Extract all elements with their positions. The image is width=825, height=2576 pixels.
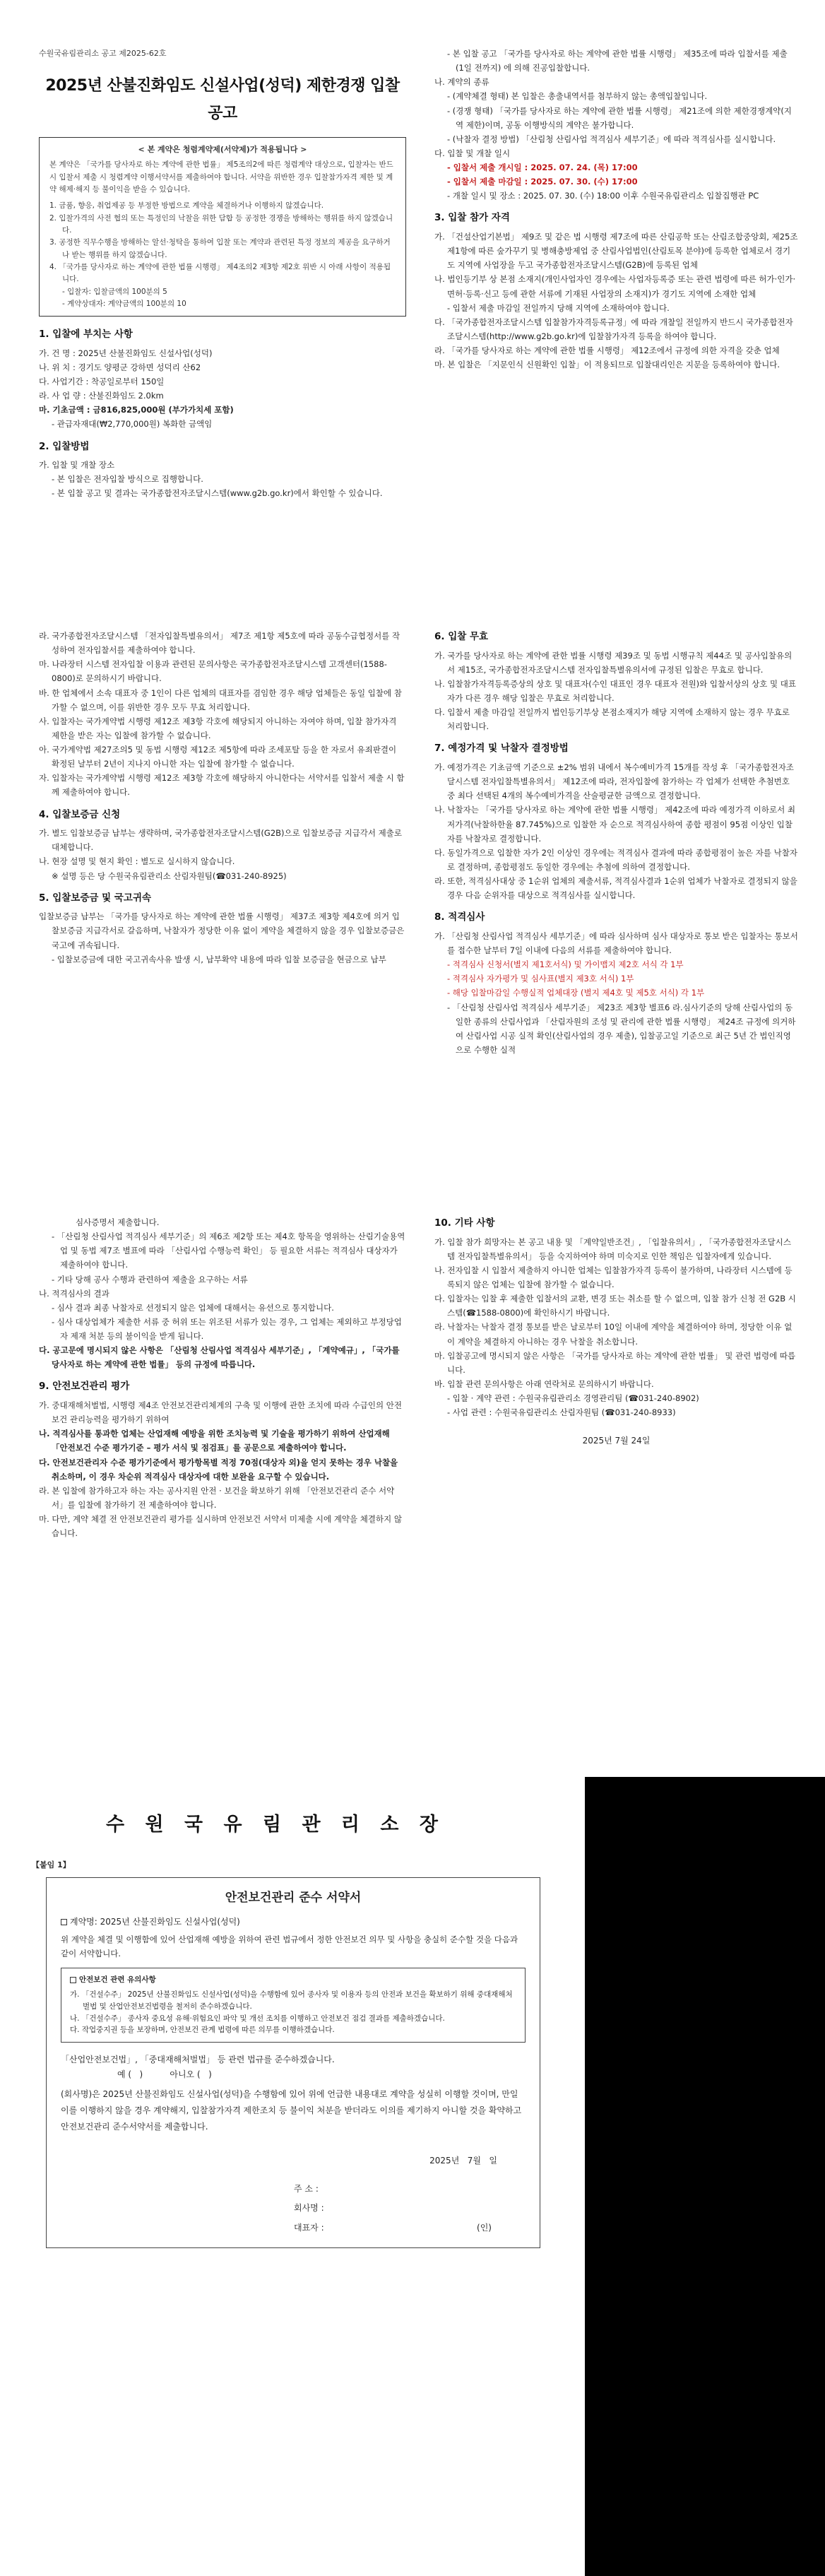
left-item: 아. 국가계약법 제27조의5 및 동법 시행령 제12조 제5항에 따라 조세포탈 등을 한 자로서 유죄판결이 확정된 날부터 2년이 지나지 아니한 자는 입찰에 참가할 수 없습니다. xyxy=(39,745,397,769)
base-price: 마. 기초금액 : 금816,825,000원 (부가가치세 포함) xyxy=(39,405,234,415)
section-5-item: 입찰보증금 납부는 「국가를 당사자로 하는 계약에 관한 법률 시행령」 제37조 제3항 제4호에 의거 입찰보증금 지급각서로 갈음하며, 낙찰자가 정당한 이유 없이 계약을 체결하지 않을 경우 입찰보증금은 국고에 귀속됩니다. xyxy=(39,911,405,950)
section-heading-2: 2. 입찰방법 xyxy=(39,440,90,452)
section-10-item: 가. 입찰 참가 희망자는 본 공고 내용 및 「계약일반조건」, 「입찰유의서」, 「국가종합전자조달시스템 전자입찰특별유의서」 등을 숙지하여야 하며 미숙지로 인한 책임은 입찰자에게 있습니다. xyxy=(434,1236,791,1261)
section-8-sub-item: - 적격심사 신청서(별지 제1호서식) 및 가이맵지 제2호 서식 각 1부 xyxy=(447,959,684,970)
contract-name: 계약명: 2025년 산불진화임도 신설사업(성덕) xyxy=(70,1917,240,1927)
safety-note-item: 다. 작업중지권 등을 보장하며, 안전보건 관계 법령에 따른 의무를 이행하겠습니다. xyxy=(70,2026,335,2035)
section-3-item: 다. 「국가종합전자조달시스템 입찰참가자격등록규정」에 따라 개찰일 전일까지 반드시 국가종합전자조달시스템(http://www.g2b.go.kr)에 입찰참가자격 등록을 하여야 합니다. xyxy=(434,317,793,341)
section-4-item: 가. 별도 입찰보증금 납부는 생략하며, 국가종합전자조달시스템(G2B)으로 입찰보증금 지급각서 제출로 대체합니다. xyxy=(39,828,403,853)
page-1 xyxy=(0,0,825,579)
section-4-item: 나. 현장 설명 및 현지 확인 : 별도로 실시하지 않습니다. xyxy=(39,856,235,867)
left-item: 바. 한 업체에서 소속 대표자 중 1인이 다른 업체의 대표자를 겸임한 경우 해당 업체들은 동일 입찰에 참가할 수 없으며, 이를 위반한 경우 모두 무효 처리합니다. xyxy=(39,687,402,712)
page-3 xyxy=(0,1201,825,1780)
pledge-form xyxy=(32,1858,569,2248)
safety-note-item: 나. 「건설수주」 종사자 중요성 유해·위험요인 파악 및 개선 조치를 이행하고 안전보건 점검 결과를 제출하겠습니다. xyxy=(70,2014,445,2023)
contact-line: - 사업 관련 : 수원국유림관리소 산림자원팀 (☎031-240-8933) xyxy=(447,1407,676,1418)
page1-left-column xyxy=(39,47,406,501)
page3-left-column xyxy=(39,1215,406,1540)
section-7-item: 다. 동일가격으로 입찰한 자가 2인 이상인 경우에는 적격심사 결과에 따라 종합평점이 높은 자를 낙찰자로 결정하며, 종합평점도 동일한 경우에는 추첨에 의하여 결정합니다. xyxy=(434,847,797,872)
section-7-item: 라. 또한, 적격심사대상 중 1순위 업체의 제출서류, 적격심사결과 1순위 업체가 낙찰자로 결정되지 않을 경우 다음 순위자를 대상으로 적격심사를 실시합니다. xyxy=(434,876,797,901)
section-6-item: 가. 국가를 당사자로 하는 계약에 관한 법률 시행령 제39조 및 동법 시행규칙 제44조 및 공사입찰유의서 제15조, 국가종합전자조달시스템 전자입찰특별유의서에 규정된 입찰은 무효로 합니다. xyxy=(434,650,793,675)
left-item: 마. 나라장터 시스템 전자입찰 이용과 관련된 문의사항은 국가종합전자조달시스템 고객센터(1588-0800)로 문의하시기 바랍니다. xyxy=(39,659,387,684)
sign-representative-row xyxy=(294,2218,492,2238)
section-heading-3: 3. 입찰 참가 자격 xyxy=(434,212,510,224)
bid-open-date: - 입찰서 제출 개시일 : 2025. 07. 24. (목) 17:00 xyxy=(447,163,638,172)
left-sub-item: - 심사 대상업체가 제출한 서류 중 허위 또는 위조된 서류가 있는 경우, 그 업체는 제외하고 부정당업자 제재 처분 등의 불이익을 받게 됩니다. xyxy=(52,1316,402,1341)
page3-right-column xyxy=(434,1215,798,1448)
notice-item: 3. 공정한 직무수행을 방해하는 알선·청탁을 통하여 입찰 또는 계약과 관련된 특정 정보의 제공을 요구하거나 받는 행위를 하지 않겠습니다. xyxy=(49,238,391,259)
pledge-date: 2025년 7월 일 xyxy=(429,2155,497,2166)
integrity-notice-box xyxy=(39,137,406,317)
notice-item: 1. 금품, 향응, 취업제공 등 부정한 방법으로 계약을 체결하거나 이행하지 않겠습니다. xyxy=(49,201,324,211)
attachment-label: 【붙임 1】 xyxy=(32,1860,71,1869)
notice-body: 본 계약은 「국가를 당사자로 하는 계약에 관한 법률」 제5조의2에 따른 청렴계약 대상으로, 입찰자는 반드시 입찰서 제출 시 청렴계약 이행서약서를 제출하여야 합니다. 서약을 위반한 경우 입찰참가자격 제한 및 계약 해제·해지 등 불이익을 받을 수 있습니다. xyxy=(49,160,393,194)
contract-name-row xyxy=(61,1915,526,1930)
right-item: 다. 입찰 및 개찰 일시 xyxy=(434,148,511,158)
section-heading-7: 7. 예정가격 및 낙찰자 결정방법 xyxy=(434,743,569,755)
safety-note-item: 가. 「건설수주」 2025년 산불진화임도 신설사업(성덕)을 수행함에 있어 종사자 및 이용자 등의 안전과 보건을 확보하기 위해 중대재해처벌법 및 산업안전보건법령을 철저히 준수하겠습니다. xyxy=(70,1990,513,2011)
pledge-title: 안전보건관리 준수 서약서 xyxy=(225,1891,362,1906)
notice-item: 2. 입찰가격의 사전 협의 또는 특정인의 낙찰을 위한 담합 등 공정한 경쟁을 방해하는 행위를 하지 않겠습니다. xyxy=(49,213,393,235)
section-8-item: 가. 「산림청 산림사업 적격심사 세부기준」에 따라 심사하며 심사 대상자로 통보 받은 입찰자는 통보서를 접수한 날부터 7일 이내에 다음의 서류를 제출하여야 합니다. xyxy=(434,930,798,955)
section-9-item: 나. 적격심사를 통과한 업체는 산업재해 예방을 위한 조치능력 및 기술을 평가하기 위하여 산업재해 「안전보건 수준 평가기준 – 평가 서식 및 점검표」를 공문으로 제출하여야 합니다. xyxy=(39,1429,390,1453)
safety-notes-box xyxy=(61,1968,526,2043)
right-item: - (계약체결 형태) 본 입찰은 총출내역서를 첨부하지 않는 총액입찰입니다. xyxy=(447,91,708,102)
section-8-sub-item: - 「산림청 산림사업 적격심사 세부기준」 제23조 제3항 별표6 라.심사기준의 당해 산림사업의 동일한 종류의 산림사업과 「산림자원의 조성 및 관리에 관한 법률 시행령」 제24조 규정에 의거하여 산림사업 시공 실적 확인(산림사업의 경우 제출), 입찰공고일 기준으로 최근 5년 간 법인직영으로 수행한 실적 xyxy=(447,1002,796,1055)
page2-right-column xyxy=(434,629,798,1057)
section-heading-1: 1. 입찰에 부치는 사항 xyxy=(39,329,133,341)
left-item: 나. 적격심사의 결과 xyxy=(39,1288,109,1299)
left-item: 사. 입찰자는 국가계약법 시행령 제12조 제3항 각호에 해당되지 아니하는 자여야 하며, 입찰 참가자격 제한을 받은 자는 입찰에 참가할 수 없습니다. xyxy=(39,716,397,740)
document-number: 수원국유림관리소 공고 제2025-62호 xyxy=(39,49,167,58)
section-9-item: 라. 본 입찰에 참가하고자 하는 자는 공사지원 안전 · 보건을 확보하기 위해 「안전보건관리 준수 서약서」를 입찰에 참가하기 전 제출하여야 합니다. xyxy=(39,1485,395,1510)
left-sub-item: - 심사 결과 최종 낙찰자로 선정되지 않은 업체에 대해서는 유선으로 통지합니다. xyxy=(52,1302,334,1313)
sign-company: 회사명 : xyxy=(294,2203,324,2214)
opening-date: - 개찰 일시 및 장소 : 2025. 07. 30. (수) 18:00 이후 수원국유림관리소 입찰집행관 PC xyxy=(447,191,759,201)
section-7-item: 가. 예정가격은 기초금액 기준으로 ±2% 범위 내에서 복수예비가격 15개를 작성 후 「국가종합전자조달시스템 전자입찰특별유의서」 제12조에 따라, 전자입찰에 참가하는 각 업체가 선택한 추첨번호 중 최다 선택된 4개의 복수예비가격을 산술평균한 금액으로 결정합니다. xyxy=(434,762,794,801)
section-10-item: 다. 입찰자는 입찰 후 제출한 입찰서의 교환, 변경 또는 취소를 할 수 없으며, 입찰 참가 신청 전 G2B 시스템(☎1588-0800)에 확인하시기 바랍니다. xyxy=(434,1294,796,1318)
base-price-note: - 관급자재대(₩2,770,000원) 복화한 금액임 xyxy=(52,419,213,430)
announcement-date: 2025년 7월 24일 xyxy=(582,1436,651,1446)
section-3-item: 마. 본 입찰은 「지문인식 신원확인 입찰」이 적용되므로 입찰대리인은 지문을 등록하여야 합니다. xyxy=(434,360,781,370)
section-3-item: 나. 법인등기부 상 본점 소재지(개인사업자인 경우에는 사업자등록증 또는 관련 법령에 따른 허가·인가·면허·등록·신고 등에 관한 서류에 기재된 사업장의 소재지)가 경기도 지역에 소재한 업체 xyxy=(434,274,796,299)
sign-representative: 대표자 : xyxy=(294,2222,324,2233)
right-item: - (낙찰자 결정 방법) 「산림청 산림사업 적격심사 세부기준」에 따라 적격심사를 실시합니다. xyxy=(447,134,776,144)
seal-mark: (인) xyxy=(477,2222,492,2233)
pledge-frame xyxy=(46,1877,540,2248)
sign-address: 주 소 : xyxy=(294,2183,319,2194)
checkbox-icon xyxy=(61,1919,67,1925)
left-item: 다. 공고문에 명시되지 않은 사항은 「산림청 산림사업 적격심사 세부기준」, 「계약예규」, 「국가를 당사자로 하는 계약에 관한 법률」 등의 규정에 따릅니다. xyxy=(39,1345,400,1370)
section-2-sub-item: - 본 입찰은 전자입찰 방식으로 집행합니다. xyxy=(52,474,203,485)
section-heading-8: 8. 적격심사 xyxy=(434,911,485,923)
left-sub-item: - 기타 당해 공사 수행과 관련하여 제출을 요구하는 서류 xyxy=(52,1274,248,1284)
section-7-item: 나. 낙찰자는 「국가를 당사자로 하는 계약에 관한 법률 시행령」 제42조에 따라 예정가격 이하로서 최저가격(낙찰하한율 87.745%)으로 입찰한 자 순으로 적격심사하여 종합 평점이 95점 이상인 입찰자를 낙찰자로 결정합니다. xyxy=(434,805,795,844)
section-heading-6: 6. 입찰 무효 xyxy=(434,631,489,642)
yes-no-options: 예 ( ) 아니오 ( ) xyxy=(117,2069,212,2080)
section-10-item: 바. 입찰 관련 문의사항은 아래 연락처로 문의하시기 바랍니다. xyxy=(434,1378,654,1389)
section-3-sub-item: - 입찰서 제출 마감일 전일까지 당해 지역에 소재하여야 합니다. xyxy=(447,302,670,313)
agency-signature-title: 수 원 국 유 림 관 리 소 장 xyxy=(106,1814,445,1836)
section-heading-5: 5. 입찰보증금 및 국고귀속 xyxy=(39,892,152,904)
left-item: 심사증명서 제출합니다. xyxy=(76,1217,160,1227)
section-1-item: 나. 위 치 : 경기도 양평군 강하면 성덕리 산62 xyxy=(39,362,201,372)
section-9-item: 가. 중대재해처벌법, 시행령 제4조 안전보건관리체계의 구축 및 이행에 관한 조치에 따라 수급인의 안전보건 관리능력을 평가하기 위하여 xyxy=(39,1400,402,1425)
left-item: 자. 입찰자는 국가계약법 시행령 제12조 제3항 각호에 해당하지 아니한다는 서약서를 입찰서 제출 시 함께 제출하여야 합니다. xyxy=(39,773,405,798)
black-margin-block xyxy=(585,1777,825,2576)
checkbox-icon xyxy=(70,1977,76,1983)
notice-heading: < 본 계약은 청렴계약제(서약제)가 적용됩니다 > xyxy=(138,145,307,155)
section-6-item: 나. 입찰참가자격등록증상의 상호 및 대표자(수인 대표인 경우 대표자 전원)와 입찰서상의 상호 및 대표자가 다른 경우 해당 입찰은 무효로 처리합니다. xyxy=(434,678,796,703)
page1-right-column xyxy=(434,47,798,372)
section-9-item: 마. 다만, 계약 체결 전 안전보건관리 평가를 실시하며 안전보건 서약서 미제출 시에 계약을 체결하지 않습니다. xyxy=(39,1514,402,1539)
section-heading-9: 9. 안전보건관리 평가 xyxy=(39,1381,130,1393)
section-10-item: 라. 낙찰자는 낙찰자 결정 통보를 받은 날로부터 10일 이내에 계약을 체결하여야 하며, 정당한 이유 없이 계약을 체결하지 아니하는 경우 낙찰을 취소합니다. xyxy=(434,1322,793,1347)
section-5-sub-item: - 입찰보증금에 대한 국고귀속사유 발생 시, 납부확약 내용에 따라 입찰 보증금을 현금으로 납부 xyxy=(52,954,386,964)
right-item: 나. 계약의 종류 xyxy=(434,77,489,88)
left-sub-item: - 「산림청 산림사업 적격심사 세부기준」의 제6조 제2항 또는 제4호 항목을 영위하는 산림기술용역업 및 동법 제7조 별표에 따라 「산림사업 수행능력 확인」 등 필요한 서류는 적격심사 대상자가 제출하여야 합니다. xyxy=(52,1231,405,1270)
pledge-intro: 위 계약을 체결 및 이행함에 있어 산업재해 예방을 위하여 관련 법규에서 정한 안전보건 의무 및 사항을 충실히 준수할 것을 다음과 같이 서약합니다. xyxy=(61,1934,518,1959)
section-1-item: 다. 사업기간 : 착공일로부터 150일 xyxy=(39,377,165,387)
section-6-item: 다. 입찰서 제출 마감일 전일까지 법인등기부상 본점소재지가 해당 지역에 소재하지 않는 경우 무효로 처리합니다. xyxy=(434,707,790,732)
page-2 xyxy=(0,615,825,1180)
section-9-item: 다. 안전보건관리자 수준 평가기준에서 평가항목별 적정 70점(대상자 외)을 얻지 못하는 경우 낙찰을 취소하며, 이 경우 차순위 적격심사 대상자에 대한 보완을 요구할 수 있습니다. xyxy=(39,1457,398,1482)
section-8-sub-item: - 해당 입찰마감일 수행실적 업체대장 (별지 제4호 및 제5호 서식) 각 1부 xyxy=(447,988,705,998)
left-item: 라. 국가종합전자조달시스템 「전자입찰특별유의서」 제7조 제1항 제5호에 따라 공동수급협정서를 작성하여 전자입찰서를 제출하여야 합니다. xyxy=(39,631,400,656)
page-title: 2025년 산불진화임도 신설사업(성덕) 제한경쟁 입찰 공고 xyxy=(45,77,400,122)
notice-sub-item: - 계약상대자: 계약금액의 100분의 10 xyxy=(62,299,186,308)
pledge-compliance: 「산업안전보건법」, 「중대재해처벌법」 등 관련 법규를 준수하겠습니다. xyxy=(61,2055,335,2065)
notice-item: 4. 「국가를 당사자로 하는 계약에 관한 법률 시행령」 제4조의2 제3항 제2호 위반 시 아래 사항이 적용됩니다. xyxy=(49,262,391,284)
section-10-item: 나. 전자입찰 시 입찰서 제출하지 아니한 업체는 입찰참가자격 등록이 불가하며, 나라장터 시스템에 등록되지 않은 업체는 입찰에 참가할 수 없습니다. xyxy=(434,1265,793,1289)
signature-block xyxy=(294,2180,526,2238)
right-item: - 본 입찰 공고 「국가를 당사자로 하는 계약에 관한 법률 시행령」 제35조에 따라 입찰서를 제출 (1일 전까지) 에 의해 진공입찰합니다. xyxy=(447,49,788,73)
section-10-item: 마. 입찰공고에 명시되지 않은 사항은 「국가를 당사자로 하는 계약에 관한 법률」 및 관련 법령에 따릅니다. xyxy=(434,1350,796,1375)
section-1-item: 가. 건 명 : 2025년 산불진화임도 신설사업(성덕) xyxy=(39,348,213,358)
safety-notes-heading: 안전보건 관련 유의사항 xyxy=(70,1974,516,1986)
pledge-declaration: (회사명)은 2025년 산불진화임도 신설사업(성덕)을 수행함에 있어 위에 언급한 내용대로 계약을 성실히 이행할 것이며, 만일 이를 이행하지 않을 경우 계약해지, 입찰참가자격 제한조치 등 불이익 처분을 받더라도 이의를 제기하지 아니할 것을 확약하고 안전보건관리 준수서약서를 제출합니다. xyxy=(61,2089,522,2132)
section-heading-4: 4. 입찰보증금 신청 xyxy=(39,808,121,820)
page-4 xyxy=(0,1788,825,2576)
section-2-item: 가. 입찰 및 개찰 장소 xyxy=(39,460,115,471)
section-1-item: 라. 사 업 량 : 산불진화임도 2.0km xyxy=(39,391,164,401)
section-3-item: 가. 「건설산업기본법」 제9조 및 같은 법 시행령 제7조에 따른 산림공학 또는 산림조합중앙회, 제25조 제1항에 따른 숲가꾸기 및 병해충방제업 중 산림사업법인(산림토목 분야)에 등록한 업체로서 경기도 지역에 사업장을 두고 국가종합전자조달시스템(G2B)에 등록된 업체 xyxy=(434,232,798,271)
section-3-item: 라. 「국가를 당사자로 하는 계약에 관한 법률 시행령」 제12조에서 규정에 의한 자격을 갖춘 업체 xyxy=(434,345,780,355)
section-8-sub-item: - 적격심사 자가평가 및 심사표(별지 제3호 서식) 1부 xyxy=(447,974,634,984)
section-4-note: ※ 설명 등은 당 수원국유림관리소 산림자원팀(☎031-240-8925) xyxy=(52,870,287,881)
page2-left-column xyxy=(39,629,406,967)
contact-line: - 입찰 · 계약 관련 : 수원국유림관리소 경영관리팀 (☎031-240-8902) xyxy=(447,1393,699,1403)
section-2-sub-item: - 본 입찰 공고 및 결과는 국가종합전자조달시스템(www.g2b.go.kr)에서 확인할 수 있습니다. xyxy=(52,488,383,499)
right-item: - (경쟁 형태) 「국가를 당사자로 하는 계약에 관한 법률 시행령」 제21조에 의한 제한경쟁계약(지역 제한)이며, 공동 이행방식의 계약은 불가합니다. xyxy=(447,105,792,130)
bid-close-date: - 입찰서 제출 마감일 : 2025. 07. 30. (수) 17:00 xyxy=(447,177,638,187)
section-heading-10: 10. 기타 사항 xyxy=(434,1217,495,1229)
notice-sub-item: - 입찰자: 입찰금액의 100분의 5 xyxy=(62,287,167,296)
